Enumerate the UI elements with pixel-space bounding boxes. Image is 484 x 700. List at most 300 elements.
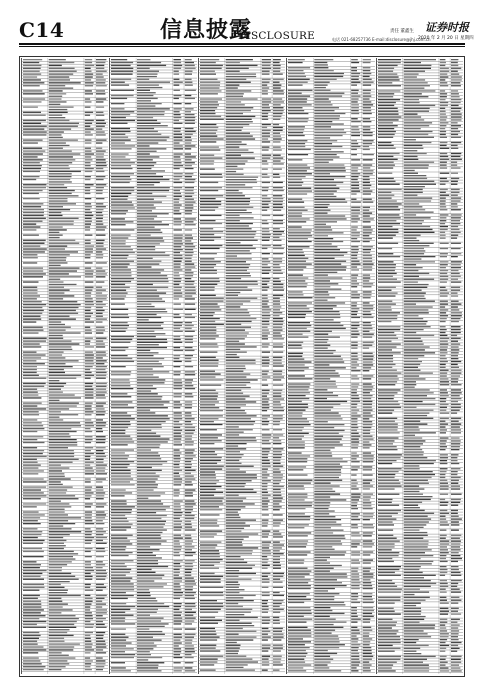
table-cell-text xyxy=(404,630,424,631)
table-cell-text xyxy=(200,457,222,458)
table-cell-text xyxy=(440,335,448,336)
table-cell-text xyxy=(111,421,130,422)
table-cell-text xyxy=(49,96,63,97)
table-cell-text xyxy=(273,190,284,191)
table-cell-text xyxy=(288,70,304,71)
table-cell-text xyxy=(404,295,425,296)
table-cell-text xyxy=(273,187,283,188)
table-cell-text xyxy=(440,145,447,146)
table-cell-text xyxy=(111,108,125,109)
table-cell-text xyxy=(363,264,374,265)
table-cell-text xyxy=(137,390,151,391)
table-cell-text xyxy=(49,584,61,585)
table-cell-text xyxy=(137,336,156,337)
table-cell-text xyxy=(351,202,361,203)
table-cell-text xyxy=(273,136,281,137)
table-cell-text xyxy=(314,359,343,360)
table-cell-text xyxy=(49,408,69,409)
table-cell-text xyxy=(440,463,448,464)
table-cell-text xyxy=(185,415,192,416)
table-cell-text xyxy=(96,151,106,152)
table-cell-text xyxy=(404,287,428,288)
table-cell-text xyxy=(288,167,310,168)
table-cell-text xyxy=(226,483,246,484)
table-cell-text xyxy=(262,631,271,632)
table-cell-text xyxy=(174,182,183,183)
table-cell-text xyxy=(451,309,459,310)
table-cell-text xyxy=(137,100,151,101)
table-cell-text xyxy=(451,273,460,274)
table-cell-text xyxy=(111,407,134,408)
table-cell-text xyxy=(200,592,223,593)
table-cell-text xyxy=(451,558,462,559)
table-cell-text xyxy=(451,290,460,291)
table-cell-text xyxy=(23,287,37,288)
table-cell-text xyxy=(440,309,449,310)
table-cell-text xyxy=(262,147,270,148)
table-cell-text xyxy=(273,562,280,563)
table-cell-text xyxy=(288,412,303,413)
table-cell-text xyxy=(200,237,221,238)
table-cell-text xyxy=(23,439,37,440)
table-cell-text xyxy=(404,563,432,564)
table-cell-text xyxy=(378,477,395,478)
table-cell-text xyxy=(137,407,168,408)
table-cell-text xyxy=(314,221,337,222)
table-cell-text xyxy=(378,349,392,350)
table-cell-text xyxy=(49,641,65,642)
table-cell-text xyxy=(378,454,402,455)
table-cell-text xyxy=(273,393,281,394)
table-cell-text xyxy=(404,667,430,668)
table-cell-text xyxy=(351,173,360,174)
column-5-rows xyxy=(377,58,463,674)
table-cell-text xyxy=(404,373,433,374)
table-cell-text xyxy=(226,65,258,66)
table-cell-text xyxy=(314,364,329,365)
table-cell-text xyxy=(137,202,162,203)
table-cell-text xyxy=(85,93,93,94)
table-cell-text xyxy=(85,330,92,331)
table-cell-text xyxy=(288,560,304,561)
table-cell-text xyxy=(404,566,421,567)
table-cell-text xyxy=(111,623,135,624)
table-cell-text xyxy=(351,582,360,583)
table-cell-text xyxy=(226,158,255,159)
table-cell-text xyxy=(314,656,330,657)
table-cell-text xyxy=(314,345,330,346)
table-cell-text xyxy=(378,167,393,168)
table-cell-text xyxy=(49,181,72,182)
table-cell-text xyxy=(23,165,42,166)
table-cell-text xyxy=(226,661,258,662)
table-cell-text xyxy=(451,404,461,405)
table-cell-text xyxy=(363,602,374,603)
table-cell-text xyxy=(137,478,158,479)
table-cell-text xyxy=(404,99,419,100)
table-cell-text xyxy=(363,494,373,495)
table-cell-text xyxy=(226,225,249,226)
table-cell-text xyxy=(273,210,281,211)
table-cell-text xyxy=(451,116,462,117)
table-cell-text xyxy=(273,582,283,583)
table-cell-text xyxy=(378,659,400,660)
table-cell-text xyxy=(111,640,126,641)
table-cell-text xyxy=(85,156,91,157)
table-cell-text xyxy=(273,623,280,624)
table-cell-text xyxy=(185,207,194,208)
table-cell-text xyxy=(363,110,372,111)
table-cell-text xyxy=(85,153,94,154)
table-cell-text xyxy=(440,505,448,506)
table-cell-text xyxy=(273,365,284,366)
table-cell-text xyxy=(351,389,357,390)
table-cell-text xyxy=(451,264,461,265)
table-cell-text xyxy=(363,185,372,186)
table-cell-text xyxy=(226,401,257,402)
table-cell-text xyxy=(273,429,282,430)
table-cell-text xyxy=(288,317,305,318)
table-cell-text xyxy=(273,220,283,221)
table-cell-text xyxy=(174,560,183,561)
table-cell-text xyxy=(451,572,461,573)
table-cell-text xyxy=(363,342,374,343)
table-cell-text xyxy=(174,207,181,208)
table-cell-text xyxy=(85,310,91,311)
table-cell-text xyxy=(185,592,196,593)
table-cell-text xyxy=(137,623,169,624)
table-cell-text xyxy=(314,185,336,186)
table-cell-text xyxy=(85,624,94,625)
table-cell-text xyxy=(226,228,252,229)
table-cell-text xyxy=(378,309,392,310)
table-cell-text xyxy=(85,357,94,358)
table-cell-text xyxy=(137,229,161,230)
table-cell-text xyxy=(49,587,65,588)
table-cell-text xyxy=(226,582,239,583)
table-cell-text xyxy=(185,85,193,86)
table-cell-text xyxy=(226,98,258,99)
table-cell-text xyxy=(96,366,107,367)
table-cell-text xyxy=(288,255,305,256)
table-cell-text xyxy=(363,644,370,645)
table-cell-text xyxy=(314,455,332,456)
table-cell-text xyxy=(404,68,431,69)
table-cell-text xyxy=(185,120,195,121)
table-cell-text xyxy=(174,331,183,332)
table-cell-text xyxy=(351,424,357,425)
table-cell-text xyxy=(451,589,460,590)
table-cell-text xyxy=(262,245,271,246)
table-cell-text xyxy=(404,519,431,520)
table-cell-text xyxy=(137,396,162,397)
table-cell-text xyxy=(137,298,162,299)
table-cell-text xyxy=(23,375,39,376)
table-cell-text xyxy=(137,521,166,522)
table-cell-text xyxy=(23,372,37,373)
table-cell-text xyxy=(111,210,128,211)
table-cell-text xyxy=(185,134,193,135)
table-cell-text xyxy=(273,133,280,134)
table-cell-text xyxy=(378,341,392,342)
table-cell-text xyxy=(378,312,400,313)
table-cell-text xyxy=(288,135,305,136)
table-cell-text xyxy=(174,295,183,296)
table-cell-text xyxy=(363,226,371,227)
table-cell-text xyxy=(85,498,90,499)
table-cell-text xyxy=(49,179,70,180)
table-cell-text xyxy=(174,322,183,323)
table-cell-text xyxy=(226,550,253,551)
table-cell-text xyxy=(174,202,180,203)
table-cell-text xyxy=(137,98,158,99)
table-cell-text xyxy=(262,628,269,629)
table-cell-text xyxy=(451,521,459,522)
table-cell-text xyxy=(96,428,102,429)
table-cell-text xyxy=(96,389,106,390)
table-cell-text xyxy=(200,324,224,325)
table-cell-text xyxy=(351,513,360,514)
table-cell-text xyxy=(96,422,106,423)
table-cell-text xyxy=(200,59,219,60)
table-cell-text xyxy=(440,108,445,109)
table-cell-text xyxy=(185,317,195,318)
table-cell-text xyxy=(111,304,125,305)
table-cell-text xyxy=(262,141,270,142)
table-cell-text xyxy=(49,567,62,568)
table-cell-text xyxy=(226,130,242,131)
table-cell-text xyxy=(85,203,91,204)
table-cell-text xyxy=(137,76,157,77)
table-cell-text xyxy=(404,424,428,425)
table-cell-text xyxy=(262,332,270,333)
table-cell-text xyxy=(440,229,448,230)
table-cell-text xyxy=(314,370,335,371)
table-cell-text xyxy=(85,386,93,387)
table-cell-text xyxy=(314,439,341,440)
table-cell-text xyxy=(200,332,216,333)
table-cell-text xyxy=(111,261,134,262)
table-cell-text xyxy=(378,603,395,604)
table-cell-text xyxy=(85,389,94,390)
table-cell-text xyxy=(363,418,370,419)
table-cell-text xyxy=(23,254,37,255)
table-cell-text xyxy=(185,495,193,496)
table-cell-text xyxy=(351,286,357,287)
table-cell-text xyxy=(262,335,268,336)
table-cell-text xyxy=(200,650,220,651)
table-cell-text xyxy=(378,229,398,230)
table-cell-text xyxy=(137,379,165,380)
table-cell-text xyxy=(137,235,151,236)
table-cell-text xyxy=(185,543,192,544)
table-cell-text xyxy=(351,596,358,597)
table-cell-text xyxy=(137,512,156,513)
table-cell-text xyxy=(200,480,219,481)
table-cell-text xyxy=(440,79,446,80)
table-cell-text xyxy=(451,407,461,408)
table-cell-text xyxy=(314,573,347,574)
table-cell-text xyxy=(314,596,334,597)
table-cell-text xyxy=(262,270,271,271)
table-cell-text xyxy=(440,519,446,520)
table-cell-text xyxy=(440,566,447,567)
table-cell-text xyxy=(262,295,268,296)
table-cell-text xyxy=(440,572,448,573)
table-cell-text xyxy=(96,467,105,468)
table-cell-text xyxy=(262,645,271,646)
table-cell-text xyxy=(262,492,268,493)
table-cell-text xyxy=(440,413,449,414)
table-cell-text xyxy=(23,240,46,241)
table-cell-text xyxy=(49,307,79,308)
table-cell-text xyxy=(440,116,447,117)
table-cell-text xyxy=(185,379,193,380)
table-cell-text xyxy=(262,454,268,455)
table-cell-text xyxy=(85,290,93,291)
table-cell-text xyxy=(314,502,330,503)
table-cell-text xyxy=(49,389,61,390)
table-cell-text xyxy=(85,419,92,420)
table-cell-text xyxy=(96,224,103,225)
table-cell-text xyxy=(111,98,127,99)
table-cell-text xyxy=(96,243,104,244)
table-cell-text xyxy=(226,318,257,319)
table-cell-text xyxy=(273,385,283,386)
table-cell-text xyxy=(288,430,302,431)
table-cell-text xyxy=(404,62,421,63)
table-cell-text xyxy=(23,534,42,535)
table-cell-text xyxy=(111,555,129,556)
table-cell-text xyxy=(440,513,449,514)
table-cell-text xyxy=(288,644,305,645)
table-cell-text xyxy=(351,667,356,668)
table-cell-text xyxy=(49,581,70,582)
table-cell-text xyxy=(404,352,435,353)
table-cell-text xyxy=(451,153,461,154)
table-cell-text xyxy=(200,623,218,624)
table-cell-text xyxy=(273,443,281,444)
table-cell-text xyxy=(111,90,134,91)
table-cell-text xyxy=(351,466,360,467)
table-cell-text xyxy=(137,592,150,593)
table-cell-text xyxy=(85,140,92,141)
table-cell-text xyxy=(137,657,162,658)
table-cell-text xyxy=(174,436,182,437)
table-cell-text xyxy=(226,59,253,60)
table-cell-text xyxy=(111,401,132,402)
table-cell-text xyxy=(262,237,270,238)
table-cell-text xyxy=(262,525,268,526)
table-cell-text xyxy=(288,418,307,419)
table-cell-text xyxy=(85,212,92,213)
table-cell-text xyxy=(23,408,46,409)
table-cell-text xyxy=(378,639,401,640)
table-cell-text xyxy=(96,93,105,94)
table-cell-text xyxy=(314,325,343,326)
table-cell-text xyxy=(111,237,128,238)
table-cell-text xyxy=(23,148,42,149)
table-cell-text xyxy=(288,532,311,533)
table-cell-text xyxy=(314,308,333,309)
table-cell-text xyxy=(23,276,43,277)
table-cell-text xyxy=(174,512,183,513)
table-cell-text xyxy=(351,585,359,586)
table-cell-text xyxy=(111,168,133,169)
table-cell-text xyxy=(137,366,164,367)
table-cell-text xyxy=(273,240,282,241)
table-cell-text xyxy=(96,215,103,216)
table-cell-text xyxy=(137,190,169,191)
table-cell-text xyxy=(451,220,460,221)
table-cell-text xyxy=(111,452,125,453)
table-cell-text xyxy=(96,203,103,204)
table-cell-text xyxy=(226,443,247,444)
table-cell-text xyxy=(363,527,374,528)
table-cell-text xyxy=(111,371,131,372)
table-cell-text xyxy=(314,87,326,88)
table-cell-text xyxy=(288,650,306,651)
table-cell-text xyxy=(351,126,358,127)
table-cell-text xyxy=(185,572,191,573)
table-cell-text xyxy=(273,174,279,175)
table-cell-text xyxy=(378,59,401,60)
table-cell-text xyxy=(85,606,91,607)
table-cell-text xyxy=(23,564,41,565)
table-cell-text xyxy=(378,119,399,120)
table-cell-text xyxy=(288,261,306,262)
table-cell-text xyxy=(404,293,426,294)
table-cell-text xyxy=(137,95,153,96)
table-cell-text xyxy=(174,128,182,129)
table-cell-text xyxy=(440,165,447,166)
table-cell-text xyxy=(174,168,180,169)
table-cell-text xyxy=(314,430,344,431)
table-cell-text xyxy=(314,314,340,315)
table-cell-text xyxy=(111,131,131,132)
table-cell-text xyxy=(351,218,360,219)
table-cell-text xyxy=(351,427,358,428)
table-cell-text xyxy=(273,469,280,470)
table-column-1 xyxy=(21,58,108,674)
table-cell-text xyxy=(85,523,94,524)
table-cell-text xyxy=(185,98,195,99)
table-cell-text xyxy=(174,374,181,375)
table-cell-text xyxy=(49,520,68,521)
table-cell-text xyxy=(23,590,39,591)
table-cell-text xyxy=(85,598,93,599)
table-cell-text xyxy=(23,489,41,490)
table-cell-text xyxy=(185,527,192,528)
table-cell-text xyxy=(262,451,270,452)
table-cell-text xyxy=(351,229,357,230)
table-cell-text xyxy=(440,76,449,77)
table-cell-text xyxy=(200,536,214,537)
table-cell-text xyxy=(174,503,181,504)
table-cell-text xyxy=(404,323,427,324)
table-cell-text xyxy=(440,389,447,390)
table-cell-text xyxy=(404,535,428,536)
table-cell-text xyxy=(404,413,430,414)
table-cell-text xyxy=(314,173,330,174)
table-cell-text xyxy=(451,625,460,626)
table-cell-text xyxy=(314,107,339,108)
table-cell-text xyxy=(226,210,247,211)
table-cell-text xyxy=(96,168,103,169)
table-cell-text xyxy=(49,187,67,188)
table-cell-text xyxy=(23,171,40,172)
table-cell-text xyxy=(96,184,106,185)
